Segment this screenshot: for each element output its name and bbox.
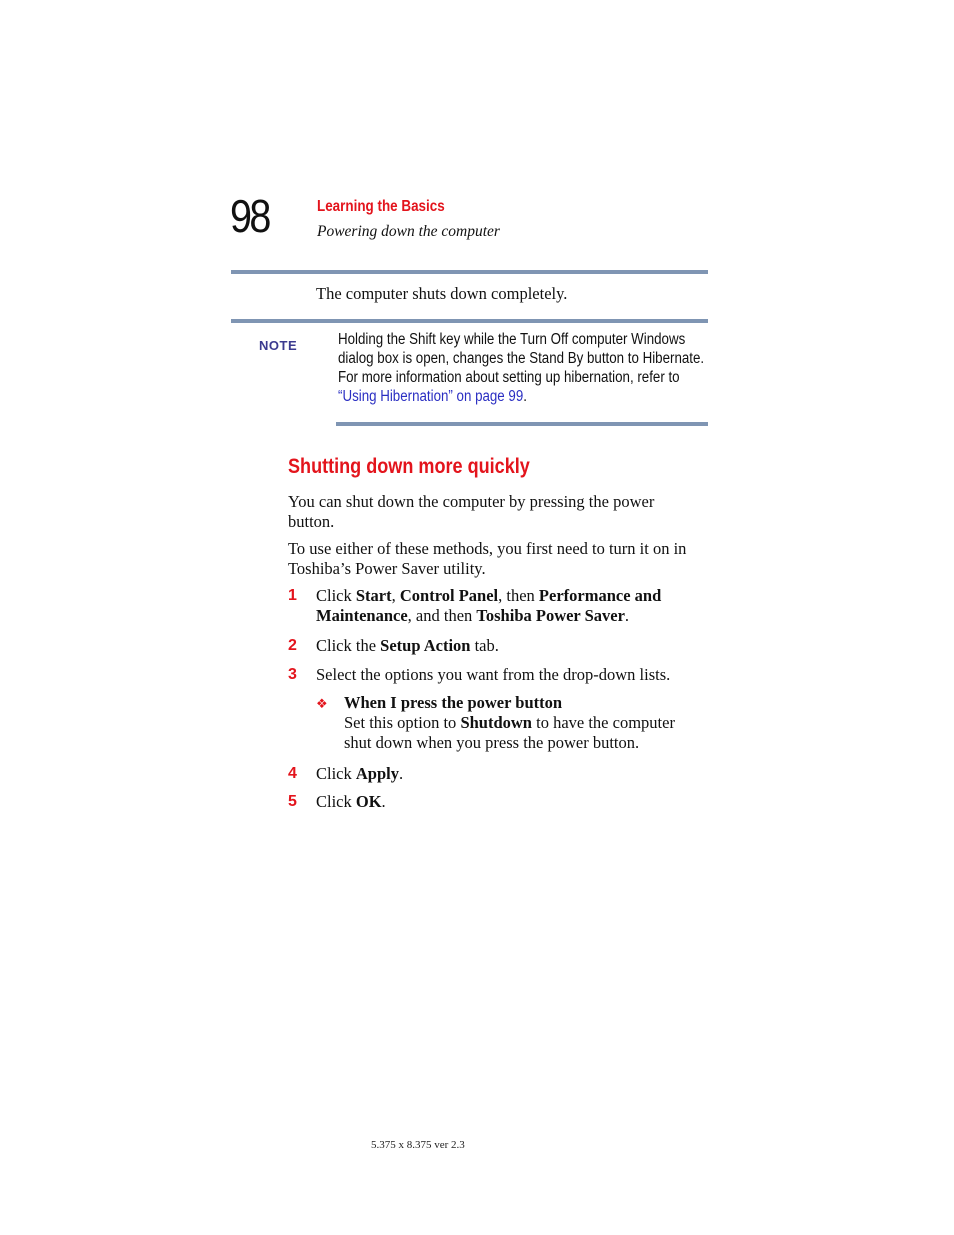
step-text: Click Apply. bbox=[316, 764, 404, 783]
step-number: 4 bbox=[288, 765, 297, 782]
section-heading: Shutting down more quickly bbox=[288, 455, 530, 478]
sub-item-title: When I press the power button bbox=[344, 693, 563, 712]
diamond-bullet-icon: ❖ bbox=[316, 696, 328, 711]
paragraph: You can shut down the computer by pressing the power button. bbox=[288, 492, 655, 531]
chapter-title: Learning the Basics bbox=[317, 198, 445, 215]
note-body: Holding the Shift key while the Turn Off computer Windows dialog box is open, changes the Stand By button to Hibernate. For more information about setting up hibernation, refer to bbox=[338, 331, 705, 386]
step-text: Select the options you want from the drop-down lists. bbox=[316, 665, 671, 684]
note-text bbox=[338, 330, 708, 406]
step-number: 5 bbox=[288, 793, 297, 810]
note-label: NOTE bbox=[259, 338, 298, 353]
footer-version: 5.375 x 8.375 ver 2.3 bbox=[371, 1139, 465, 1151]
section-title: Powering down the computer bbox=[317, 223, 500, 240]
step-number: 3 bbox=[288, 666, 297, 683]
sub-item-text: Set this option to Shutdown to have the computer shut down when you press the power button. bbox=[344, 713, 675, 752]
note-top-rule bbox=[231, 319, 708, 323]
page-number: 98 bbox=[230, 190, 269, 242]
intro-text: The computer shuts down completely. bbox=[316, 284, 568, 303]
top-rule bbox=[231, 270, 708, 274]
step-text: Click Start, Control Panel, then Performance and Maintenance, and then Toshiba Power Saver. bbox=[316, 586, 662, 625]
note-bottom-rule bbox=[336, 422, 708, 426]
step-number: 2 bbox=[288, 637, 297, 654]
note-period: . bbox=[523, 388, 527, 405]
step-number: 1 bbox=[288, 587, 297, 604]
paragraph: To use either of these methods, you first need to turn it on in Toshiba’s Power Saver utility. bbox=[288, 539, 687, 578]
note-link[interactable]: “Using Hibernation” on page 99 bbox=[338, 388, 524, 405]
step-text: Click the Setup Action tab. bbox=[316, 636, 499, 655]
step-text: Click OK. bbox=[316, 792, 386, 811]
